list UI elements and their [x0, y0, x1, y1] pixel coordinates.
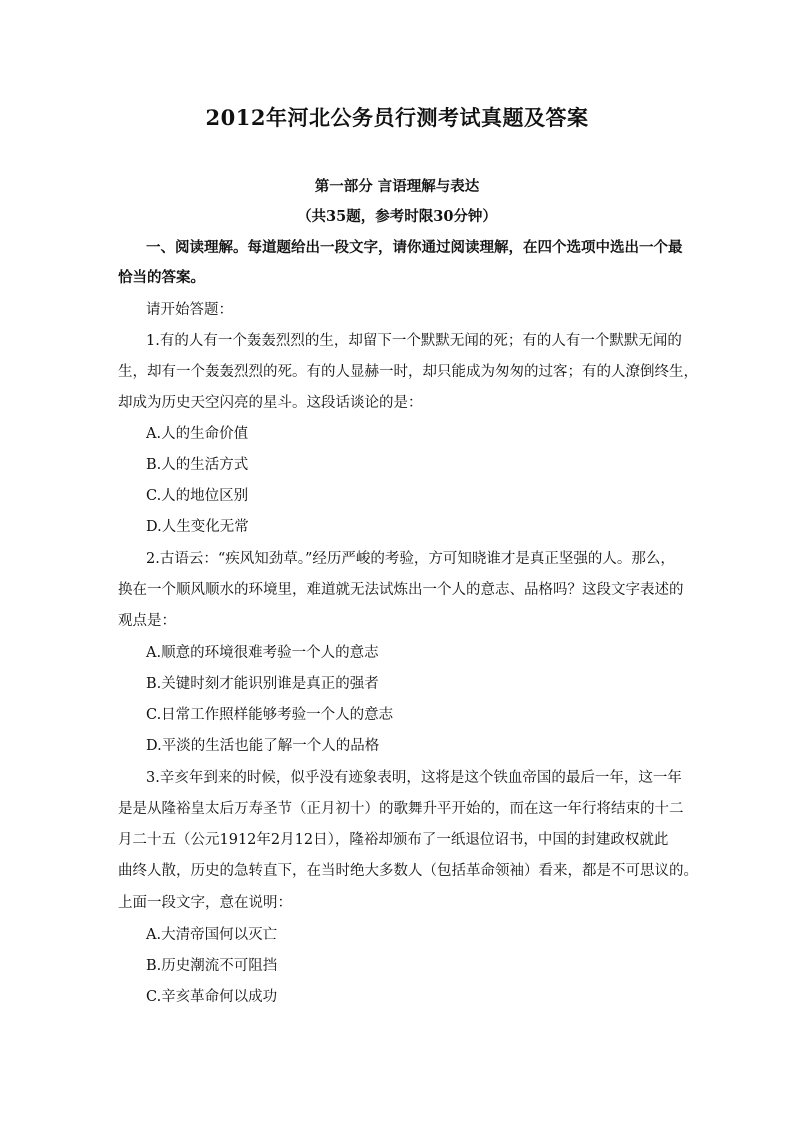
question-1-option-b: B.人的生活方式 — [146, 457, 249, 473]
question-3-stem: 曲终人散，历史的急转直下，在当时绝大多数人（包括革命领袖）看来，都是不可思议的。 — [118, 863, 698, 879]
question-1-option-a: A.人的生命价值 — [146, 426, 249, 442]
start-prompt: 请开始答题： — [146, 302, 233, 318]
question-2-stem: 换在一个顺风顺水的环境里，难道就无法试炼出一个人的意志、品格吗？这段文字表述的 — [118, 582, 684, 598]
question-3-stem: 上面一段文字，意在说明： — [118, 895, 292, 911]
question-1-stem: 1.有的人有一个轰轰烈烈的生，却留下一个默默无闻的死；有的人有一个默默无闻的 — [146, 333, 682, 349]
question-2-stem: 2.古语云：“疾风知劲草。”经历严峻的考验，方可知晓谁才是真正坚强的人。那么， — [146, 551, 675, 567]
question-1-option-d: D.人生变化无常 — [146, 519, 249, 535]
question-2-option-d: D.平淡的生活也能了解一个人的品格 — [146, 738, 380, 754]
question-2-option-c: C.日常工作照样能够考验一个人的意志 — [146, 707, 394, 723]
question-3-stem: 3.辛亥年到来的时候，似乎没有迹象表明，这将是这个铁血帝国的最后一年，这一年 — [146, 770, 682, 786]
question-2-option-a: A.顺意的环境很难考验一个人的意志 — [146, 645, 379, 661]
question-1-option-c: C.人的地位区别 — [146, 488, 249, 504]
part-note: （共35题，参考时限30分钟） — [297, 208, 497, 225]
question-3-stem: 月二十五（公元1912年2月12日），隆裕却颁布了一纸退位诏书，中国的封建政权就此 — [118, 832, 669, 848]
section-instruction: 一、阅读理解。每道题给出一段文字，请你通过阅读理解，在四个选项中选出一个最 — [146, 239, 683, 256]
question-2-option-b: B.关键时刻才能识别谁是真正的强者 — [146, 676, 379, 692]
part-heading: 第一部分 言语理解与表达 — [314, 178, 480, 195]
section-instruction: 恰当的答案。 — [118, 269, 205, 286]
question-3-option-a: A.大清帝国何以灭亡 — [146, 927, 278, 943]
question-3-stem: 是是从隆裕皇太后万寿圣节（正月初十）的歌舞升平开始的，而在这一年行将结束的十二 — [118, 801, 684, 817]
question-2-stem: 观点是： — [118, 613, 176, 629]
question-3-option-c: C.辛亥革命何以成功 — [146, 989, 278, 1005]
page-title: 2012年河北公务员行测考试真题及答案 — [205, 105, 589, 130]
question-3-option-b: B.历史潮流不可阻挡 — [146, 958, 278, 974]
question-1-stem: 生，却有一个轰轰烈烈的死。有的人显赫一时，却只能成为匆匆的过客；有的人潦倒终生， — [118, 364, 698, 380]
question-1-stem: 却成为历史天空闪亮的星斗。这段话谈论的是： — [118, 395, 423, 411]
